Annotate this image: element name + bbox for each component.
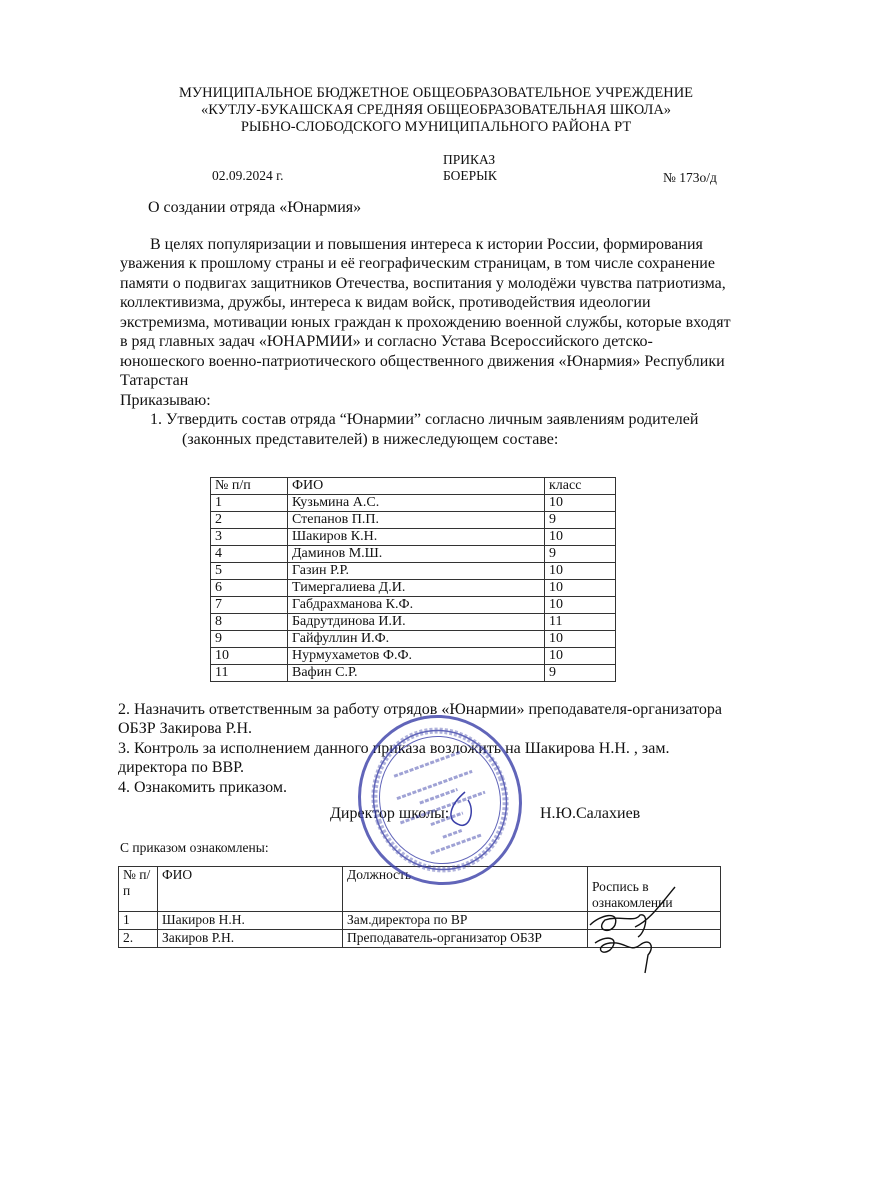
cell-number: 6 (211, 580, 288, 597)
director-role: Директор школы: (330, 805, 450, 822)
table-row (211, 580, 616, 597)
cell-number: 3 (211, 529, 288, 546)
header-cell: Роспись в ознакомлении (588, 867, 721, 912)
order-title: ПРИКАЗ (443, 152, 496, 167)
cell-grade: 9 (545, 665, 616, 682)
header-cell: класс (545, 478, 616, 495)
preamble-line: Татарстан (120, 372, 189, 389)
cell-grade: 10 (545, 631, 616, 648)
item-3-line-2: директора по ВВР. (118, 759, 245, 776)
header-cell: № п/п (211, 478, 288, 495)
table-row (211, 512, 616, 529)
institution-line-2: «КУТЛУ-БУКАШСКАЯ СРЕДНЯЯ ОБЩЕОБРАЗОВАТЕЛЬНАЯ ШКОЛА» (200, 102, 672, 118)
item-4: 4. Ознакомить приказом. (118, 779, 287, 796)
cell-grade: 10 (545, 495, 616, 512)
cell-number: 9 (211, 631, 288, 648)
cell-name: Даминов М.Ш. (288, 546, 545, 563)
cell-grade: 10 (545, 529, 616, 546)
cell-number: 10 (211, 648, 288, 665)
order-word: Приказываю: (120, 392, 211, 409)
cell-grade: 10 (545, 563, 616, 580)
item-1-line-1: 1. Утвердить состав отряда “Юнармии” согласно личным заявлениям родителей (150, 411, 699, 428)
order-date: 02.09.2024 г. (212, 168, 284, 183)
table-row (211, 614, 616, 631)
preamble-line: В целях популяризации и повышения интереса к истории России, формирования (150, 236, 703, 253)
director-name: Н.Ю.Салахиев (540, 805, 641, 822)
order-subject: О создании отряда «Юнармия» (148, 199, 362, 216)
table-row (211, 631, 616, 648)
item-1-line-2: (законных представителей) в нижеследующем составе: (182, 431, 559, 448)
item-2-line-2: ОБЗР Закирова Р.Н. (118, 720, 253, 737)
director-signature (440, 790, 500, 830)
cell-name: Газин Р.Р. (288, 563, 545, 580)
cell-grade: 10 (545, 597, 616, 614)
cell-name: Шакиров К.Н. (288, 529, 545, 546)
table-row (211, 648, 616, 665)
cell-grade: 9 (545, 512, 616, 529)
cell-name: Гайфуллин И.Ф. (288, 631, 545, 648)
cell-grade: 10 (545, 648, 616, 665)
header-cell: № п/п (119, 867, 158, 912)
members-table (210, 477, 616, 682)
item-3-line-1: 3. Контроль за исполнением данного приказа возложить на Шакирова Н.Н. , зам. (118, 740, 670, 757)
institution-line-3: РЫБНО-СЛОБОДСКОГО МУНИЦИПАЛЬНОГО РАЙОНА РТ (240, 119, 632, 135)
item-2-line-1: 2. Назначить ответственным за работу отрядов «Юнармии» преподавателя-организатора (118, 701, 722, 718)
cell-grade: 11 (545, 614, 616, 631)
cell-name: Бадрутдинова И.И. (288, 614, 545, 631)
cell-name: Кузьмина А.С. (288, 495, 545, 512)
cell-position: Зам.директора по ВР (343, 912, 588, 930)
table-row (211, 495, 616, 512)
header-cell: Должность (343, 867, 588, 912)
preamble-line: экстремизма, мотивации юных граждан к прохождению военной службы, которые входят (120, 314, 731, 331)
cell-position: Преподаватель-организатор ОБЗР (343, 930, 588, 948)
header-cell: ФИО (158, 867, 343, 912)
cell-number: 7 (211, 597, 288, 614)
cell-name: Шакиров Н.Н. (158, 912, 343, 930)
cell-number: 2. (119, 930, 158, 948)
cell-number: 11 (211, 665, 288, 682)
table-row (211, 563, 616, 580)
preamble-line: коллективизма, дружбы, интереса к видам войск, противодействия идеологии (120, 294, 651, 311)
table-row (211, 597, 616, 614)
cell-name: Вафин С.Р. (288, 665, 545, 682)
table-header-row (211, 478, 616, 495)
preamble-line: уважения к прошлому страны и её географическим страницам, в том числе сохранение (120, 255, 715, 272)
cell-number: 5 (211, 563, 288, 580)
table-row (211, 529, 616, 546)
cell-grade: 9 (545, 546, 616, 563)
order-number: № 173о/д (663, 170, 717, 185)
cell-name: Закиров Р.Н. (158, 930, 343, 948)
preamble-line: юношеского военно-патриотического общественного движения «Юнармия» Республики (120, 353, 725, 370)
institution-line-1: МУНИЦИПАЛЬНОЕ БЮДЖЕТНОЕ ОБЩЕОБРАЗОВАТЕЛЬНОЕ УЧРЕЖДЕНИЕ (178, 85, 694, 101)
cell-name: Нурмухаметов Ф.Ф. (288, 648, 545, 665)
cell-number: 2 (211, 512, 288, 529)
order-place: БОЕРЫК (443, 168, 497, 183)
cell-name: Габдрахманова К.Ф. (288, 597, 545, 614)
handwritten-signatures (580, 885, 680, 975)
cell-number: 8 (211, 614, 288, 631)
cell-number: 4 (211, 546, 288, 563)
cell-name: Тимергалиева Д.И. (288, 580, 545, 597)
table-row (211, 665, 616, 682)
preamble-line: памяти о подвигах защитников Отечества, воспитания у молодёжи чувства патриотизма, (120, 275, 726, 292)
cell-number: 1 (119, 912, 158, 930)
cell-number: 1 (211, 495, 288, 512)
header-cell: ФИО (288, 478, 545, 495)
cell-name: Степанов П.П. (288, 512, 545, 529)
cell-grade: 10 (545, 580, 616, 597)
table-row (211, 546, 616, 563)
acknowledged-label: С приказом ознакомлены: (120, 840, 269, 855)
preamble-line: в ряд главных задач «ЮНАРМИИ» и согласно Устава Всероссийского детско- (120, 333, 653, 350)
